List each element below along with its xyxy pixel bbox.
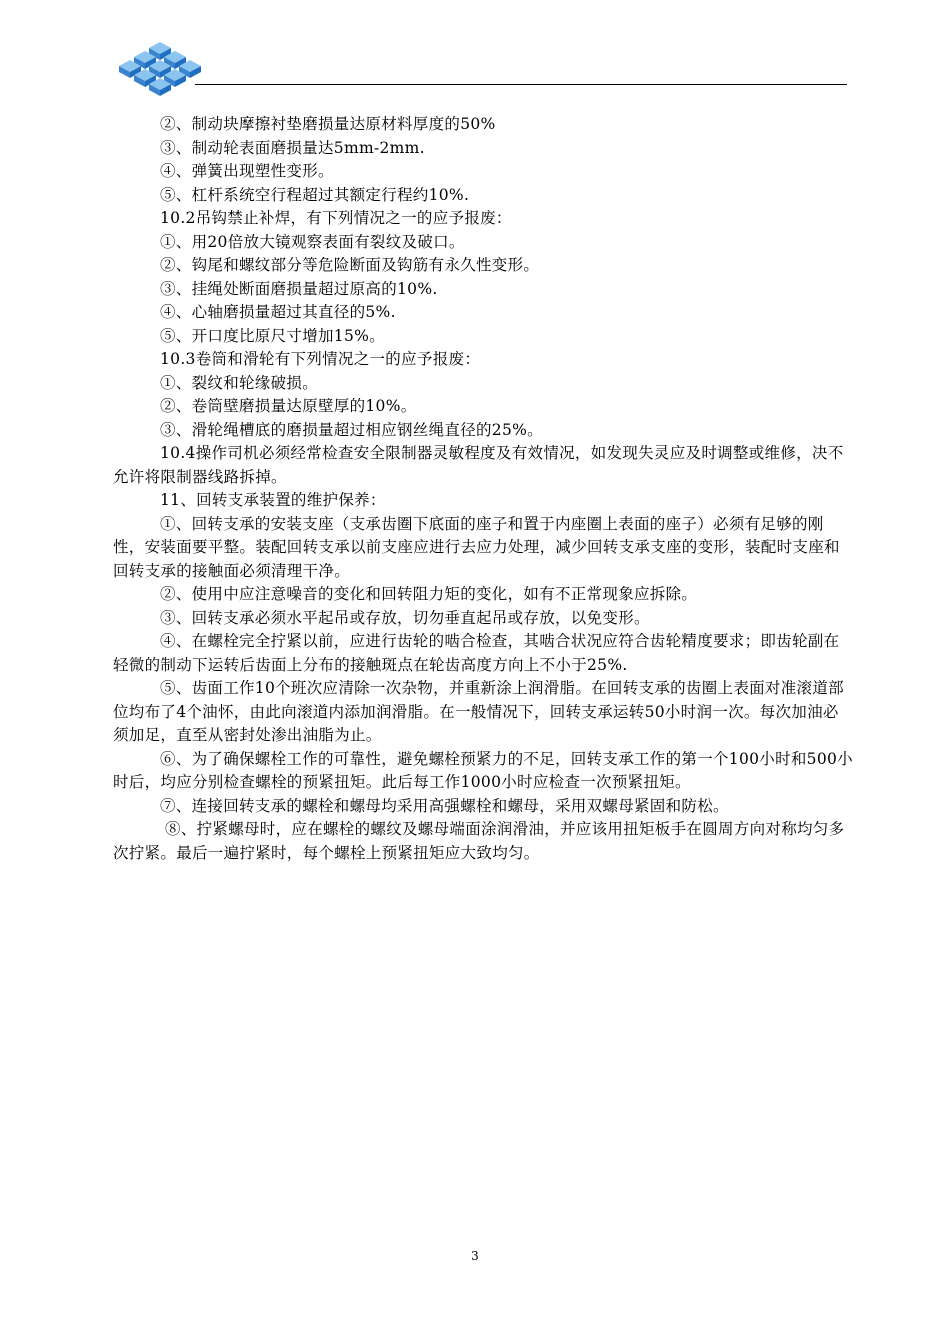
paragraph: ⑦、连接回转支承的螺栓和螺母均采用高强螺栓和螺母，采用双螺母紧固和防松。 [160,796,729,815]
section-heading: 10.3卷筒和滑轮有下列情况之一的应予报废： [160,350,481,368]
paragraph: ④、弹簧出现塑性变形。 [160,162,334,180]
paragraph: ②、卷筒壁磨损量达原壁厚的10%。 [160,397,417,415]
paragraph: ③、滑轮绳槽底的磨损量超过相应钢丝绳直径的25%。 [160,420,543,439]
document-body [113,113,853,865]
paragraph: ④、在螺栓完全拧紧以前，应进行齿轮的啮合检查，其啮合状况应符合齿轮精度要求；即齿轮副在轻微的制动下运转后齿面上分布的接触斑点在轮齿高度方向上不小于25%. [113,632,840,674]
section-heading: 11、回转支承装置的维护保养： [160,491,386,509]
paragraph: ②、制动块摩擦衬垫磨损量达原材料厚度的50% [160,115,496,133]
header-divider [195,84,847,85]
paragraph: ②、钩尾和螺纹部分等危险断面及钩筋有永久性变形。 [160,256,540,274]
paragraph: ④、心轴磨损量超过其直径的5%. [160,303,396,321]
section-heading: 10.2吊钩禁止补焊，有下列情况之一的应予报废： [160,209,512,227]
section-heading: 10.4操作司机必须经常检查安全限制器灵敏程度及有效情况，如发现失灵应及时调整或维修，决不允许将限制器线路拆掉。 [113,444,844,486]
paragraph: ③、回转支承必须水平起吊或存放，切勿垂直起吊或存放，以免变形。 [160,608,650,627]
paragraph: ⑤、杠杆系统空行程超过其额定行程约10%. [160,185,470,204]
paragraph: ①、回转支承的安装支座（支承齿圈下底面的座子和置于内座圈上表面的座子）必须有足够的刚性，安装面要平整。装配回转支承以前支座应进行去应力处理，减少回转支承支座的变形，装配时支座和回转支承的接触面必须清理干净。 [113,514,840,580]
page-header [0,0,950,100]
paragraph: ⑥、为了确保螺栓工作的可靠性，避免螺栓预紧力的不足，回转支承工作的第一个100小时和500小时后，均应分别检查螺栓的预紧扭矩。此后每工作1000小时应检查一次预紧扭矩。 [113,749,853,791]
paragraph: ⑤、齿面工作10个班次应清除一次杂物，并重新涂上润滑脂。在回转支承的齿圈上表面对准滚道部位均布了4个油怀，由此向滚道内添加润滑脂。在一般情况下，回转支承运转50小时润一次。每次加油必须加足，直至从密封处渗出油脂为止。 [113,679,844,744]
company-logo [115,38,205,102]
paragraph: ①、用20倍放大镜观察表面有裂纹及破口。 [160,232,465,251]
paragraph: ③、制动轮表面磨损量达5mm-2mm. [160,138,425,157]
paragraph: ③、挂绳处断面磨损量超过原高的10%. [160,279,438,298]
paragraph: ②、使用中应注意噪音的变化和回转阻力矩的变化，如有不正常现象应拆除。 [160,585,698,603]
page-number: 3 [471,1249,479,1263]
paragraph: ①、裂纹和轮缘破损。 [160,373,319,392]
paragraph: ⑤、开口度比原尺寸增加15%。 [160,326,385,345]
paragraph: ⑧、拧紧螺母时，应在螺栓的螺纹及螺母端面涂润滑油，并应该用扭矩板手在圆周方向对称均匀多次拧紧。最后一遍拧紧时，每个螺栓上预紧扭矩应大致均匀。 [113,820,845,862]
